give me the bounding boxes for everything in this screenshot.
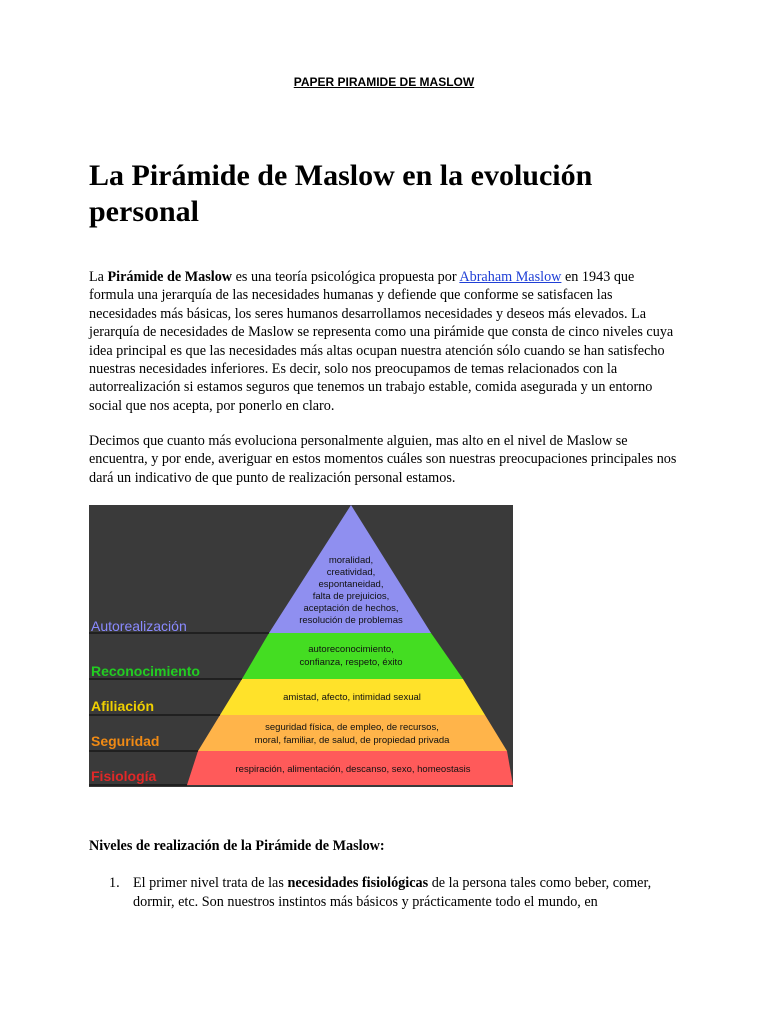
intro-paragraph: La Pirámide de Maslow es una teoría psicológica propuesta por Abraham Maslow en 1943 que formula una jerarquía de las necesidades humanas y defiende que conforme se satisfacen las necesidades más básicas, los seres humanos desarrollamos necesidades y deseos más elevados. La jerarquía de necesidades de Maslow se representa como una pirámide que consta de cinco niveles cuya idea principal es que las necesidades más altas ocupan nuestra atención sólo cuando se han satisfecho nuestras necesidades inferiores. Es decir, solo nos preocupamos de temas relacionados con la autorrealización si estamos seguros que tenemos un trabajo estable, comida asegurada y un entorno social que nos acepta, por ponerlo en claro. bbox=[89, 269, 674, 414]
tier-4-line-0: respiración, alimentación, descanso, sexo, homeostasis bbox=[235, 764, 471, 775]
pyramid-tier-reconocimiento bbox=[242, 633, 463, 679]
level-label-reconocimiento: Reconocimiento bbox=[91, 663, 200, 679]
tier-0-line-5: resolución de problemas bbox=[299, 615, 403, 626]
tier-0-line-3: falta de prejuicios, bbox=[312, 591, 390, 602]
tier-1-line-0: autoreconocimiento, bbox=[308, 644, 394, 655]
pyramid-term: Pirámide de Maslow bbox=[107, 269, 233, 285]
level-label-fisiologia: Fisiología bbox=[91, 768, 157, 784]
tier-1-line-1: confianza, respeto, éxito bbox=[299, 657, 403, 668]
abraham-maslow-link[interactable]: Abraham Maslow bbox=[459, 269, 562, 285]
tier-0-line-0: moralidad, bbox=[328, 555, 374, 566]
list-item: 1. El primer nivel trata de las necesidades fisiológicas de la persona tales como beber, comer, dormir, etc. Son nuestros instintos más básicos y prácticamente todo el mundo, en bbox=[109, 875, 652, 910]
level-label-autorealizacion: Autorealización bbox=[91, 618, 187, 634]
level-label-afiliacion: Afiliación bbox=[91, 698, 155, 714]
list-item-emphasis: necesidades fisiológicas bbox=[287, 875, 429, 891]
levels-list bbox=[109, 874, 681, 912]
tier-0-line-1: creatividad, bbox=[326, 567, 376, 578]
article-title: La Pirámide de Maslow en la evolución personal bbox=[89, 159, 593, 228]
tier-2-line-0: amistad, afecto, intimidad sexual bbox=[283, 692, 421, 703]
document-header: PAPER PIRAMIDE DE MASLOW bbox=[293, 75, 475, 89]
section-heading: Niveles de realización de la Pirámide de Maslow: bbox=[89, 838, 385, 854]
list-number: 1. bbox=[109, 875, 120, 891]
maslow-pyramid-diagram bbox=[89, 505, 513, 787]
tier-3-line-0: seguridad física, de empleo, de recursos, bbox=[265, 722, 439, 733]
maslow-pyramid-figure bbox=[89, 505, 513, 787]
level-label-seguridad: Seguridad bbox=[91, 733, 160, 749]
tier-3-line-1: moral, familiar, de salud, de propiedad privada bbox=[254, 735, 450, 746]
tier-0-line-2: espontaneidad, bbox=[318, 579, 384, 590]
evolution-paragraph: Decimos que cuanto más evoluciona personalmente alguien, mas alto en el nivel de Maslow se encuentra, y por ende, averiguar en estos momentos cuáles son nuestras preocupaciones principales nos dará un indicativo de que punto de realización personal estamos. bbox=[89, 433, 677, 486]
tier-0-line-4: aceptación de hechos, bbox=[303, 603, 399, 614]
